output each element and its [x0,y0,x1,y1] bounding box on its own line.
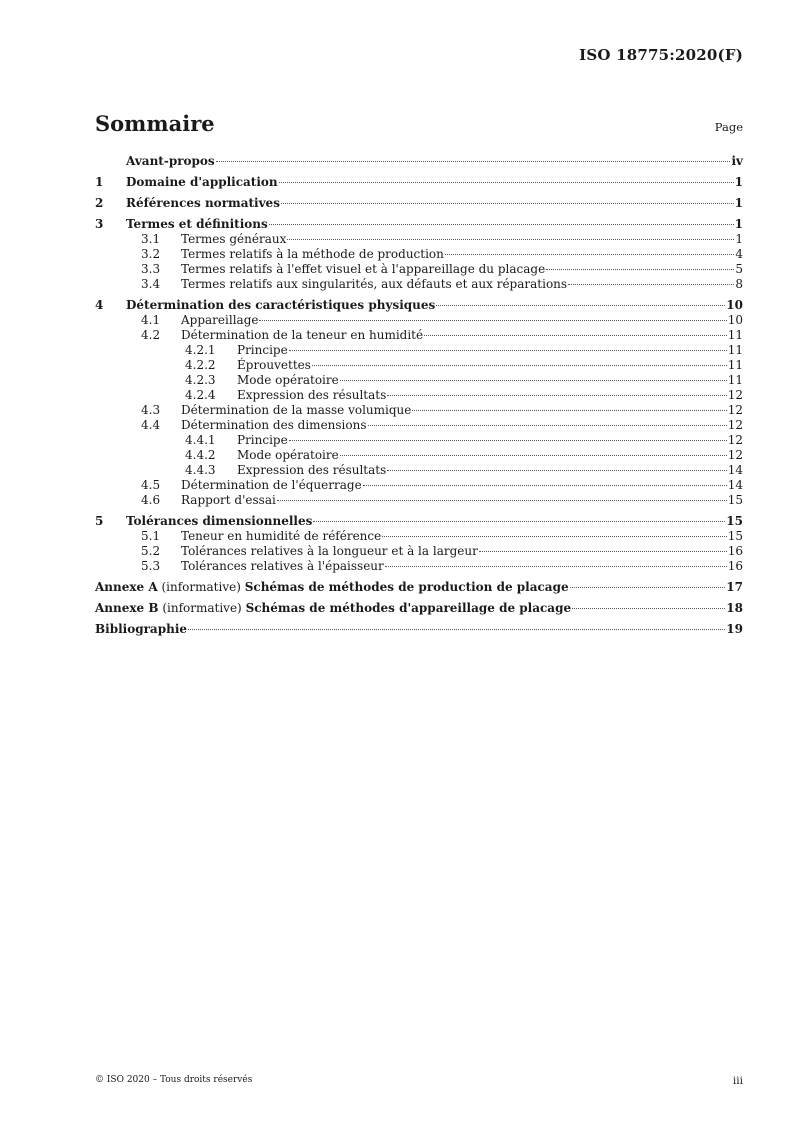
toc-entry-page: 18 [726,601,743,615]
toc-entry-page: 12 [727,418,743,432]
toc-leader-dots [287,239,734,240]
toc-entry-title: Tolérances dimensionnelles [126,514,313,528]
toc-entry[interactable] [95,232,743,247]
toc-entry-title: Tolérances relatives à la longueur et à la largeur [181,544,478,558]
toc-entry[interactable] [95,388,743,403]
toc-entry-number: 3.4 [141,277,161,291]
toc-entry-number: 5.3 [141,559,161,573]
toc-entry-page: 10 [726,298,743,312]
toc-entry[interactable] [95,175,743,190]
toc-leader-dots [445,254,734,255]
toc-entry-page: 15 [727,529,743,543]
toc-entry[interactable] [95,418,743,433]
toc-leader-dots [340,455,727,456]
toc-entry-page: 14 [727,463,743,477]
annex-label: Annexe B [95,601,159,615]
toc-entry-page: 12 [727,403,743,417]
toc-entry-title: Mode opératoire [237,448,339,462]
toc-entry-number: 5.2 [141,544,161,558]
toc-leader-dots [279,182,734,183]
toc-leader-dots [259,320,726,321]
toc-leader-dots [188,629,725,630]
toc-entry[interactable] [95,514,743,529]
annex-title: Schémas de méthodes d'appareillage de placage [245,601,572,615]
page-title: Sommaire [95,111,215,136]
toc-entry-title: Termes généraux [181,232,287,246]
toc-entry-number: 4.2.2 [185,358,216,372]
annex-note: (informative) [158,601,246,615]
toc-entry[interactable] [95,196,743,211]
toc-entry-title: Termes relatifs aux singularités, aux défauts et aux réparations [181,277,568,291]
annex-label: Annexe A [95,580,158,594]
page-number: iii [732,1075,743,1087]
toc-leader-dots [289,350,727,351]
toc-entry-title: Détermination de la teneur en humidité [181,328,424,342]
toc-leader-dots [289,440,727,441]
toc-entry-title: Domaine d'application [126,175,278,189]
toc-entry[interactable] [95,448,743,463]
toc-entry-title: Rapport d'essai [181,493,276,507]
toc-entry[interactable] [95,373,743,388]
annex-title: Schémas de méthodes de production de placage [244,580,569,594]
toc-entry[interactable] [95,343,743,358]
toc-entry-number: 4.2 [141,328,161,342]
toc-entry-page: 1 [734,175,743,189]
toc-entry-page: 11 [727,373,743,387]
toc-entry[interactable] [95,277,743,292]
toc-leader-dots [382,536,726,537]
toc-entry-page: 11 [727,328,743,342]
toc-entry-number: 4.2.4 [185,388,216,402]
toc-entry-page: 10 [727,313,743,327]
toc-leader-dots [269,224,734,225]
toc-leader-dots [313,521,725,522]
toc-entry-page: 5 [735,262,743,276]
toc-entry-page: 1 [735,232,743,246]
toc-entry-number: 4 [95,298,104,312]
toc-entry[interactable] [95,529,743,544]
toc-entry-page: 12 [727,388,743,402]
toc-entry-page: 11 [727,358,743,372]
toc-entry-page: 15 [726,514,743,528]
toc-entry[interactable] [95,313,743,328]
toc-entry-number: 4.4.2 [185,448,216,462]
toc-leader-dots [387,395,726,396]
toc-entry-title: Tolérances relatives à l'épaisseur [181,559,384,573]
copyright-notice: © ISO 2020 – Tous droits réservés [95,1075,253,1085]
toc-entry-title: Termes relatifs à l'effet visuel et à l'appareillage du placage [181,262,546,276]
toc-entry-page: 1 [734,217,743,231]
toc-entry-title: Bibliographie [95,622,188,636]
toc-entry-page: 1 [734,196,743,210]
toc-entry-title: Détermination de la masse volumique [181,403,412,417]
toc-leader-dots [436,305,725,306]
toc-leader-dots [424,335,727,336]
toc-entry-title: Éprouvettes [237,358,311,372]
toc-entry-title: Détermination des caractéristiques physiques [126,298,436,312]
toc-entry[interactable] [95,559,743,574]
toc-bibliography-entry[interactable] [95,622,743,637]
toc-entry[interactable] [95,328,743,343]
toc-leader-dots [363,485,727,486]
toc-entry-title: Termes et définitions [126,217,268,231]
toc-entry-number: 4.5 [141,478,161,492]
toc-entry-title: Teneur en humidité de référence [181,529,382,543]
toc-entry-number: 4.2.1 [185,343,216,357]
toc-entry[interactable] [95,217,743,232]
toc-leader-dots [572,608,725,609]
toc-entry[interactable] [95,478,743,493]
toc-entry-number: 4.4.1 [185,433,216,447]
toc-entry-number: 3.1 [141,232,161,246]
toc-leader-dots [412,410,726,411]
toc-entry-page: 11 [727,343,743,357]
page-column-label: Page [714,120,743,134]
toc-entry-page: 19 [726,622,743,636]
toc-entry[interactable] [95,358,743,373]
toc-leader-dots [387,470,726,471]
toc-entry-page: 12 [727,448,743,462]
annex-note: (informative) [157,580,245,594]
toc-entry-number: 3 [95,217,104,231]
toc-entry-title: Principe [237,433,288,447]
toc-entry-page: 16 [727,544,743,558]
toc-entry-page: 17 [726,580,743,594]
toc-entry-title: Expression des résultats [237,463,387,477]
toc-entry[interactable] [95,433,743,448]
toc-annex-entry[interactable] [95,601,743,616]
toc-entry[interactable] [95,544,743,559]
toc-entry-title: Mode opératoire [237,373,339,387]
toc-entry-number: 5.1 [141,529,161,543]
toc-leader-dots [312,365,727,366]
toc-entry-title: Principe [237,343,288,357]
toc-entry-title: Détermination des dimensions [181,418,367,432]
toc-entry-number: 4.3 [141,403,161,417]
toc-entry-page: 12 [727,433,743,447]
toc-entry-title: Termes relatifs à la méthode de production [181,247,444,261]
toc-entry[interactable] [95,154,743,169]
toc-entry-page: 4 [735,247,743,261]
toc-entry-number: 3.2 [141,247,161,261]
toc-leader-dots [546,269,734,270]
toc-leader-dots [385,566,727,567]
toc-entry-number: 5 [95,514,104,528]
toc-leader-dots [277,500,727,501]
toc-leader-dots [281,203,734,204]
toc-entry-number: 4.4.3 [185,463,216,477]
toc-entry-page: iv [731,154,743,168]
toc-leader-dots [568,284,734,285]
toc-entry[interactable] [95,298,743,313]
toc-annex-title [95,601,571,616]
toc-entry-number: 4.6 [141,493,161,507]
toc-entry-title: Détermination de l'équerrage [181,478,362,492]
toc-entry-number: 3.3 [141,262,161,276]
toc-entry-number: 2 [95,196,104,210]
toc-entry-page: 16 [727,559,743,573]
toc-entry-title: Avant-propos [126,154,215,168]
toc-leader-dots [570,587,726,588]
toc-entry-title: Expression des résultats [237,388,387,402]
toc-leader-dots [340,380,727,381]
toc-entry-number: 4.4 [141,418,161,432]
toc-annex-title [95,580,569,595]
toc-entry-title: Références normatives [126,196,280,210]
page-footer [95,1075,743,1087]
toc-leader-dots [216,161,731,162]
toc-entry-number: 4.2.3 [185,373,216,387]
toc-entry[interactable] [95,403,743,418]
toc-entry[interactable] [95,493,743,508]
toc-entry-number: 1 [95,175,104,189]
toc-leader-dots [368,425,727,426]
toc-entry[interactable] [95,247,743,262]
table-of-contents [95,154,743,637]
toc-entry-title: Appareillage [181,313,259,327]
toc-entry-page: 15 [727,493,743,507]
toc-entry[interactable] [95,262,743,277]
toc-entry[interactable] [95,463,743,478]
toc-entry-page: 8 [735,277,743,291]
document-code: ISO 18775:2020(F) [579,46,743,64]
toc-annex-entry[interactable] [95,580,743,595]
toc-entry-page: 14 [727,478,743,492]
toc-leader-dots [479,551,727,552]
toc-entry-number: 4.1 [141,313,161,327]
